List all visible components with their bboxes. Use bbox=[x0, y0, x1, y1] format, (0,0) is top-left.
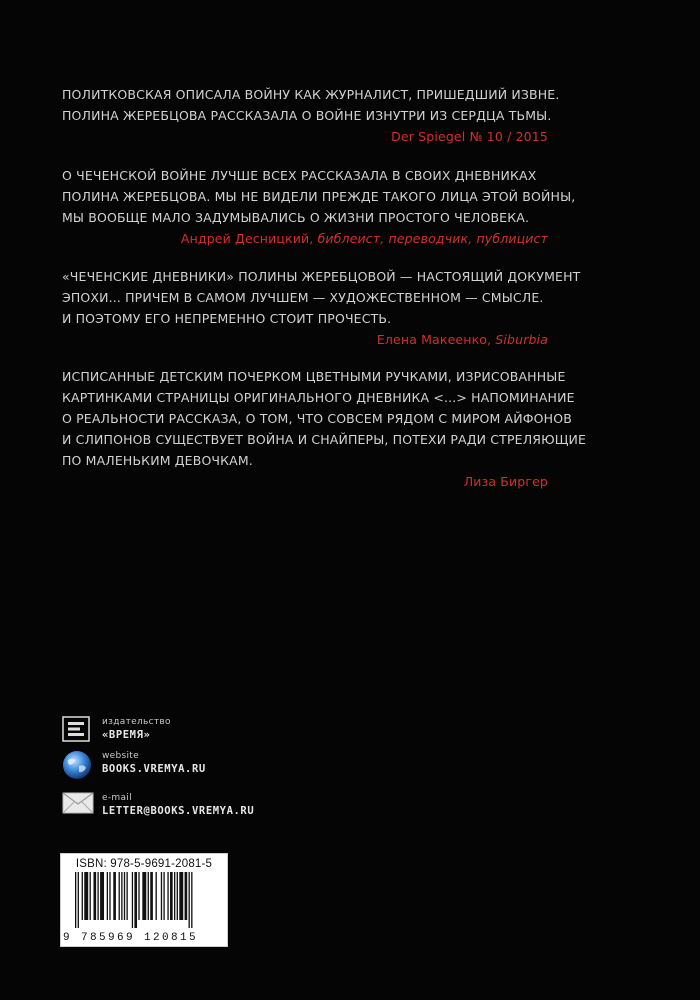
publisher-name: «ВРЕМЯ» bbox=[102, 729, 151, 741]
barcode-bar bbox=[82, 872, 83, 920]
quote-attribution bbox=[62, 471, 548, 492]
quote-author-role: Siburbia bbox=[495, 332, 548, 347]
quote-line: О ЧЕЧЕНСКОЙ ВОЙНЕ ЛУЧШЕ ВСЕХ РАССКАЗАЛА В СВОИХ ДНЕВНИКАХ bbox=[62, 168, 537, 183]
barcode-bar bbox=[124, 872, 125, 920]
envelope-icon bbox=[62, 792, 96, 818]
email-label: e-mail bbox=[102, 793, 132, 803]
quote-line: МЫ ВООБЩЕ МАЛО ЗАДУМЫВАЛИСЬ О ЖИЗНИ ПРОСТОГО ЧЕЛОВЕКА. bbox=[62, 210, 530, 225]
quote-line: И ПОЭТОМУ ЕГО НЕПРЕМЕННО СТОИТ ПРОЧЕСТЬ. bbox=[62, 311, 392, 326]
barcode-bar bbox=[93, 872, 96, 920]
quote-line: ПОЛИТКОВСКАЯ ОПИСАЛА ВОЙНУ КАК ЖУРНАЛИСТ, ПРИШЕДШИЙ ИЗВНЕ. bbox=[62, 87, 560, 102]
review-quote-1 bbox=[62, 84, 560, 147]
barcode-bar bbox=[167, 872, 168, 920]
barcode-bar bbox=[75, 872, 76, 928]
quote-author: Елена Макеенко, bbox=[376, 332, 492, 347]
barcode-bar bbox=[113, 872, 116, 920]
barcode bbox=[71, 872, 219, 930]
quote-line: ИСПИСАННЫЕ ДЕТСКИМ ПОЧЕРКОМ ЦВЕТНЫМИ РУЧКАМИ, ИЗРИСОВАННЫЕ bbox=[62, 369, 566, 384]
barcode-bar bbox=[189, 872, 190, 928]
barcode-bar bbox=[119, 872, 120, 920]
email-row bbox=[62, 792, 254, 818]
quote-author: Der Spiegel № 10 / 2015 bbox=[391, 129, 548, 144]
quote-line: ЭПОХИ... ПРИЧЕМ В САМОМ ЛУЧШЕМ — ХУДОЖЕСТВЕННОМ — СМЫСЛЕ. bbox=[62, 290, 544, 305]
quote-attribution bbox=[62, 329, 548, 350]
barcode-bar bbox=[100, 872, 104, 920]
review-quote-4 bbox=[62, 366, 587, 492]
barcode-bar bbox=[156, 872, 157, 920]
barcode-bar bbox=[185, 872, 188, 920]
barcode-bar bbox=[132, 872, 133, 928]
website-row bbox=[62, 750, 206, 776]
barcode-bar bbox=[142, 872, 146, 920]
barcode-bar bbox=[107, 872, 108, 920]
quote-attribution bbox=[62, 228, 548, 249]
barcode-bar bbox=[179, 872, 183, 920]
quote-line: ПО МАЛЕНЬКИМ ДЕВОЧКАМ. bbox=[62, 453, 253, 468]
globe-icon bbox=[62, 750, 96, 776]
email-address[interactable]: LETTER@BOOKS.VREMYA.RU bbox=[102, 805, 255, 817]
quote-line: И СЛИПОНОВ СУЩЕСТВУЕТ ВОЙНА И СНАЙПЕРЫ, ПОТЕХИ РАДИ СТРЕЛЯЮЩИЕ bbox=[62, 432, 587, 447]
quote-attribution bbox=[62, 126, 548, 147]
barcode-bar bbox=[170, 872, 173, 920]
barcode-bar bbox=[126, 872, 127, 920]
isbn-barcode-box bbox=[60, 853, 228, 947]
isbn-number: ISBN: 978-5-9691-2081-5 bbox=[75, 858, 213, 870]
quote-line: ПОЛИНА ЖЕРЕБЦОВА РАССКАЗАЛА О ВОЙНЕ ИЗНУТРИ ИЗ СЕРДЦА ТЬМЫ. bbox=[62, 108, 552, 123]
quote-line: ПОЛИНА ЖЕРЕБЦОВА. МЫ НЕ ВИДЕЛИ ПРЕЖДЕ ТАКОГО ЛИЦА ЭТОЙ ВОЙНЫ, bbox=[62, 189, 576, 204]
quote-line: О РЕАЛЬНОСТИ РАССКАЗА, О ТОМ, ЧТО СОВСЕМ РЯДОМ С МИРОМ АЙФОНОВ bbox=[62, 411, 572, 426]
review-quote-3 bbox=[62, 266, 581, 350]
barcode-bar bbox=[177, 872, 178, 920]
quote-author: Лиза Биргер bbox=[463, 474, 548, 489]
barcode-bar bbox=[191, 872, 192, 928]
vremya-logo-icon bbox=[62, 716, 96, 742]
quote-author: Андрей Десницкий, bbox=[180, 231, 314, 246]
barcode-bar bbox=[121, 872, 122, 920]
barcode-bar bbox=[97, 872, 98, 920]
barcode-bar bbox=[174, 872, 175, 920]
barcode-bar bbox=[161, 872, 162, 920]
quote-author-role: библеист, переводчик, публицист bbox=[317, 231, 548, 246]
barcode-bar bbox=[150, 872, 153, 920]
barcode-bar bbox=[109, 872, 110, 920]
review-quote-2 bbox=[62, 165, 576, 249]
barcode-bar bbox=[134, 872, 137, 928]
barcode-digits: 9 785969 120815 bbox=[63, 932, 199, 944]
quote-line: «ЧЕЧЕНСКИЕ ДНЕВНИКИ» ПОЛИНЫ ЖЕРЕБЦОВОЙ — НАСТОЯЩИЙ ДОКУМЕНТ bbox=[62, 269, 581, 284]
barcode-bar bbox=[90, 872, 91, 920]
publisher-label: издательство bbox=[102, 717, 171, 727]
website-url[interactable]: BOOKS.VREMYA.RU bbox=[102, 763, 206, 775]
barcode-bar bbox=[78, 872, 79, 928]
quote-line: КАРТИНКАМИ СТРАНИЦЫ ОРИГИНАЛЬНОГО ДНЕВНИКА <...> НАПОМИНАНИЕ bbox=[62, 390, 575, 405]
publisher-row bbox=[62, 716, 171, 742]
barcode-bar bbox=[138, 872, 139, 920]
barcode-bar bbox=[163, 872, 164, 920]
website-label: website bbox=[102, 751, 139, 761]
barcode-bar bbox=[84, 872, 88, 920]
barcode-bar bbox=[148, 872, 149, 920]
